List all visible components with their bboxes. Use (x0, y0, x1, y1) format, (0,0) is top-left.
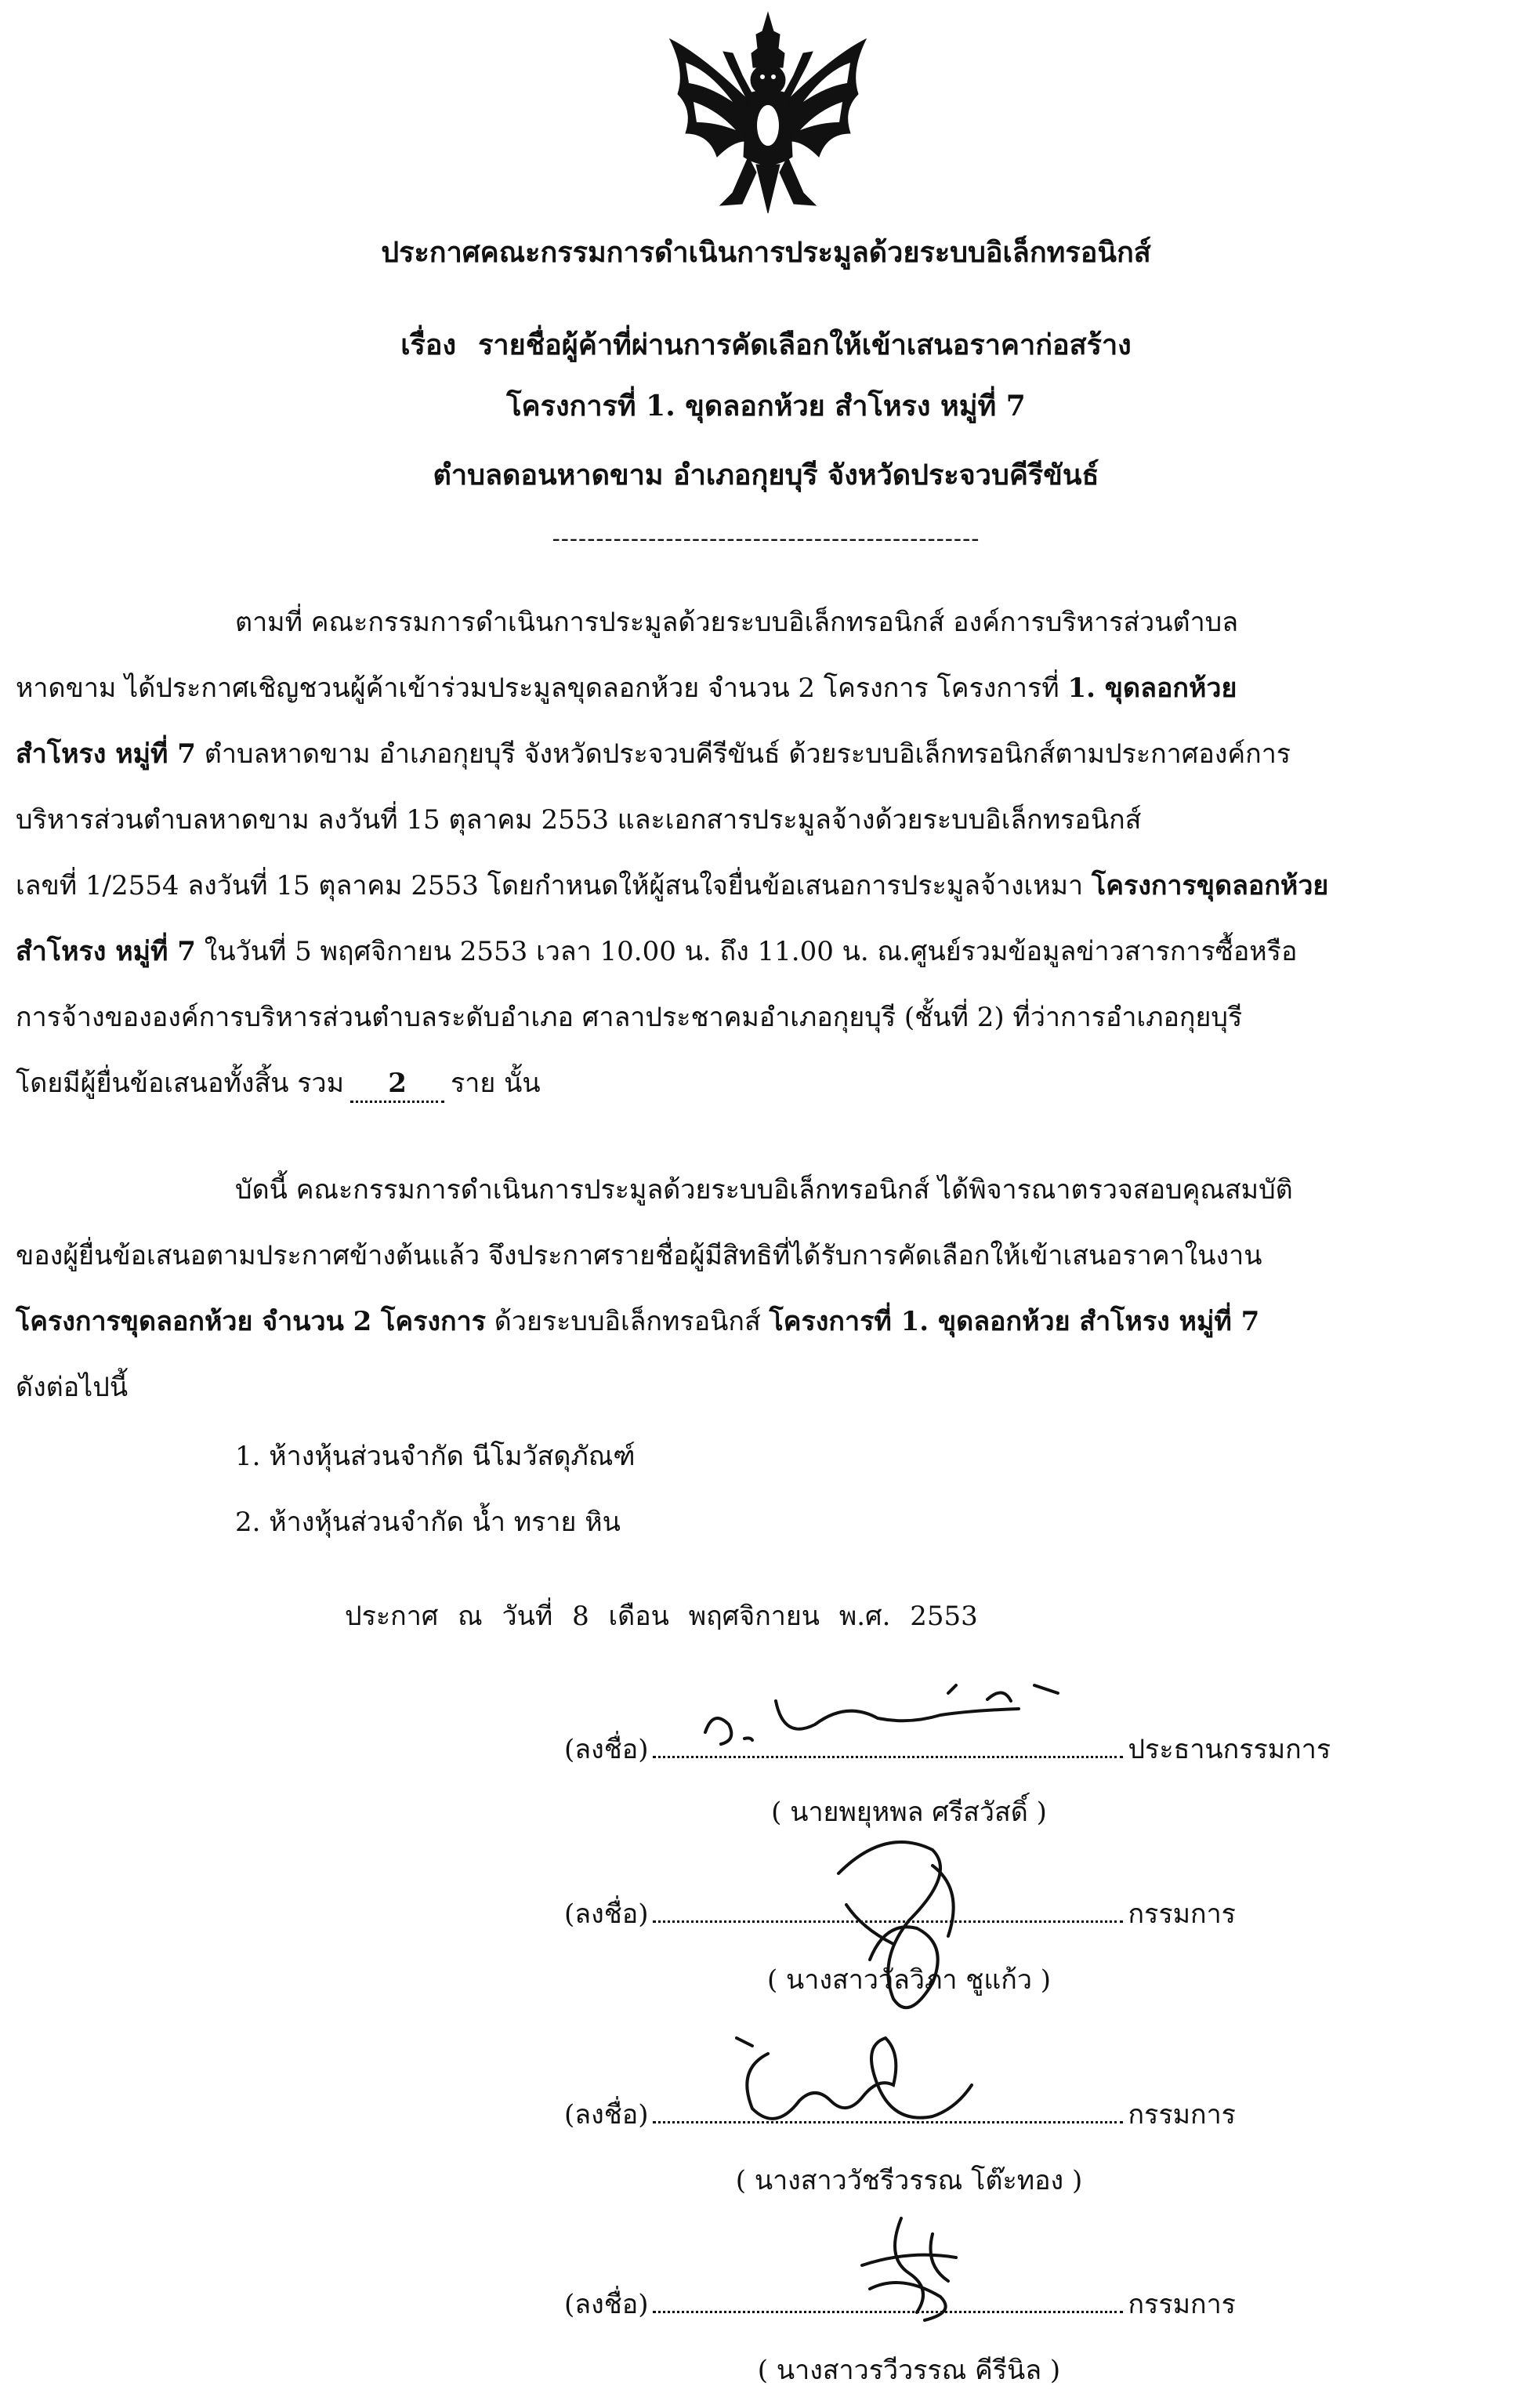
paragraph1-line2 (16, 671, 1237, 705)
paragraph1-line6-bold: สำโหรง หมู่ที่ 7 (16, 936, 196, 967)
paragraph2-line3-text: ด้วยระบบอิเล็กทรอนิกส์ (485, 1306, 770, 1337)
announcement-date: ประกาศ ณ วันที่ 8 เดือน พฤศจิกายน พ.ศ. 2553 (345, 1601, 978, 1632)
signature-dots-1 (653, 1734, 1123, 1758)
signature-dots-3 (653, 2099, 1123, 2123)
signature-role-1: ประธานกรรมการ (1128, 1734, 1331, 1765)
paragraph1-line4: บริหารส่วนตำบลหาดขาม ลงวันที่ 15 ตุลาคม 2553 และเอกสารประมูลจ้างด้วยระบบอิเล็กทรอนิกส์ (16, 804, 1142, 836)
subject-text: รายชื่อผู้ค้าที่ผ่านการคัดเลือกให้เข้าเสนอราคาก่อสร้าง (478, 328, 1132, 361)
separator-line: ------------------------------------------------- (552, 525, 980, 553)
paragraph1-line8-end: ราย นั้น (451, 1068, 541, 1099)
bidder-item-2: 2. ห้างหุ้นส่วนจำกัด น้ำ ทราย หิน (235, 1507, 621, 1538)
paragraph2-line3-bold: โครงการขุดลอกห้วย จำนวน 2 โครงการ (16, 1306, 486, 1337)
paragraph1-line5 (16, 869, 1328, 903)
signature-dots-4 (653, 2289, 1123, 2313)
garuda-emblem-icon (654, 8, 882, 219)
signature-dots-2 (653, 1898, 1123, 1923)
paragraph1-line3-text: ตำบลหาดขาม อำเภอกุยบุรี จังหวัดประจวบคีรีขันธ์ ด้วยระบบอิเล็กทรอนิกส์ตามประกาศองค์การ (195, 738, 1291, 770)
paragraph2-line1: บัดนี้ คณะกรรมการดำเนินการประมูลด้วยระบบอิเล็กทรอนิกส์ ได้พิจารณาตรวจสอบคุณสมบัติ (235, 1174, 1293, 1206)
signature-role-2: กรรมการ (1128, 1898, 1236, 1930)
sign-label-3: (ลงชื่อ) (564, 2099, 649, 2131)
signature-line-2 (564, 1897, 1236, 1931)
paragraph1-line8 (16, 1066, 541, 1103)
sign-label-4: (ลงชื่อ) (564, 2289, 649, 2320)
sign-label-2: (ลงชื่อ) (564, 1898, 649, 1930)
signature-line-4 (564, 2287, 1236, 2322)
paragraph1-line3 (16, 737, 1291, 771)
project-heading: โครงการที่ 1. ขุดลอกห้วย สำโหรง หมู่ที่ 7 (506, 390, 1026, 422)
paragraph1-line8-text: โดยมีผู้ยื่นข้อเสนอทั้งสิ้น รวม (16, 1068, 345, 1099)
announcement-title: ประกาศคณะกรรมการดำเนินการประมูลด้วยระบบอิเล็กทรอนิกส์ (381, 236, 1151, 269)
paragraph1-line2-text: หาดขาม ได้ประกาศเชิญชวนผู้ค้าเข้าร่วมประมูลขุดลอกห้วย จำนวน 2 โครงการ โครงการที่ (16, 673, 1068, 704)
paragraph1-line6 (16, 934, 1297, 969)
signatory-name-3: ( นางสาววัชรีวรรณ โต๊ะทอง ) (735, 2165, 1083, 2196)
bidder-count: 2 (350, 1066, 444, 1103)
paragraph1-line6-text: ในวันที่ 5 พฤศจิกายน 2553 เวลา 10.00 น. ถึง 11.00 น. ณ.ศูนย์รวมข้อมูลข่าวสารการซื้อหรือ (195, 936, 1298, 967)
signature-role-3: กรรมการ (1128, 2099, 1236, 2131)
signatory-name-2: ( นางสาววัลวิภา ชูแก้ว ) (766, 1964, 1051, 1996)
paragraph1-line5-text: เลขที่ 1/2554 ลงวันที่ 15 ตุลาคม 2553 โดยกำหนดให้ผู้สนใจยื่นข้อเสนอการประมูลจ้างเหมา (16, 870, 1092, 901)
paragraph1-line5-bold: โครงการขุดลอกห้วย (1091, 870, 1329, 901)
paragraph2-line3 (16, 1304, 1259, 1339)
signatory-name-4: ( นางสาวรวีวรรณ คีรีนิล ) (757, 2355, 1061, 2386)
signatory-name-1: ( นายพยุหพล ศรีสวัสดิ์ ) (771, 1797, 1047, 1828)
signature-role-4: กรรมการ (1128, 2289, 1236, 2320)
paragraph2-line2: ของผู้ยื่นข้อเสนอตามประกาศข้างต้นแล้ว จึงประกาศรายชื่อผู้มีสิทธิที่ได้รับการคัดเลือกให้เข้าเสนอราคาในงาน (16, 1240, 1262, 1271)
announcement-subject (0, 328, 1532, 362)
bidder-item-1: 1. ห้างหุ้นส่วนจำกัด นีโมวัสดุภัณฑ์ (235, 1441, 636, 1472)
paragraph1-line2-bold: 1. ขุดลอกห้วย (1067, 673, 1237, 704)
signature-line-3 (564, 2098, 1236, 2132)
paragraph2-line3-bold2: โครงการที่ 1. ขุดลอกห้วย สำโหรง หมู่ที่ 7 (769, 1306, 1260, 1337)
paragraph2-line4: ดังต่อไปนี้ (16, 1372, 129, 1403)
subject-label: เรื่อง (400, 328, 457, 361)
paragraph1-line7: การจ้างขององค์การบริหารส่วนตำบลระดับอำเภอ ศาลาประชาคมอำเภอกุยบุรี (ชั้นที่ 2) ที่ว่าการอำเภอกุยบุรี (16, 1002, 1243, 1033)
location-heading: ตำบลดอนหาดขาม อำเภอกุยบุรี จังหวัดประจวบคีรีขันธ์ (433, 459, 1099, 491)
sign-label-1: (ลงชื่อ) (564, 1734, 649, 1765)
signature-line-1 (564, 1732, 1331, 1767)
paragraph1-line1: ตามที่ คณะกรรมการดำเนินการประมูลด้วยระบบอิเล็กทรอนิกส์ องค์การบริหารส่วนตำบล (235, 607, 1239, 638)
paragraph1-line3-bold: สำโหรง หมู่ที่ 7 (16, 738, 196, 770)
